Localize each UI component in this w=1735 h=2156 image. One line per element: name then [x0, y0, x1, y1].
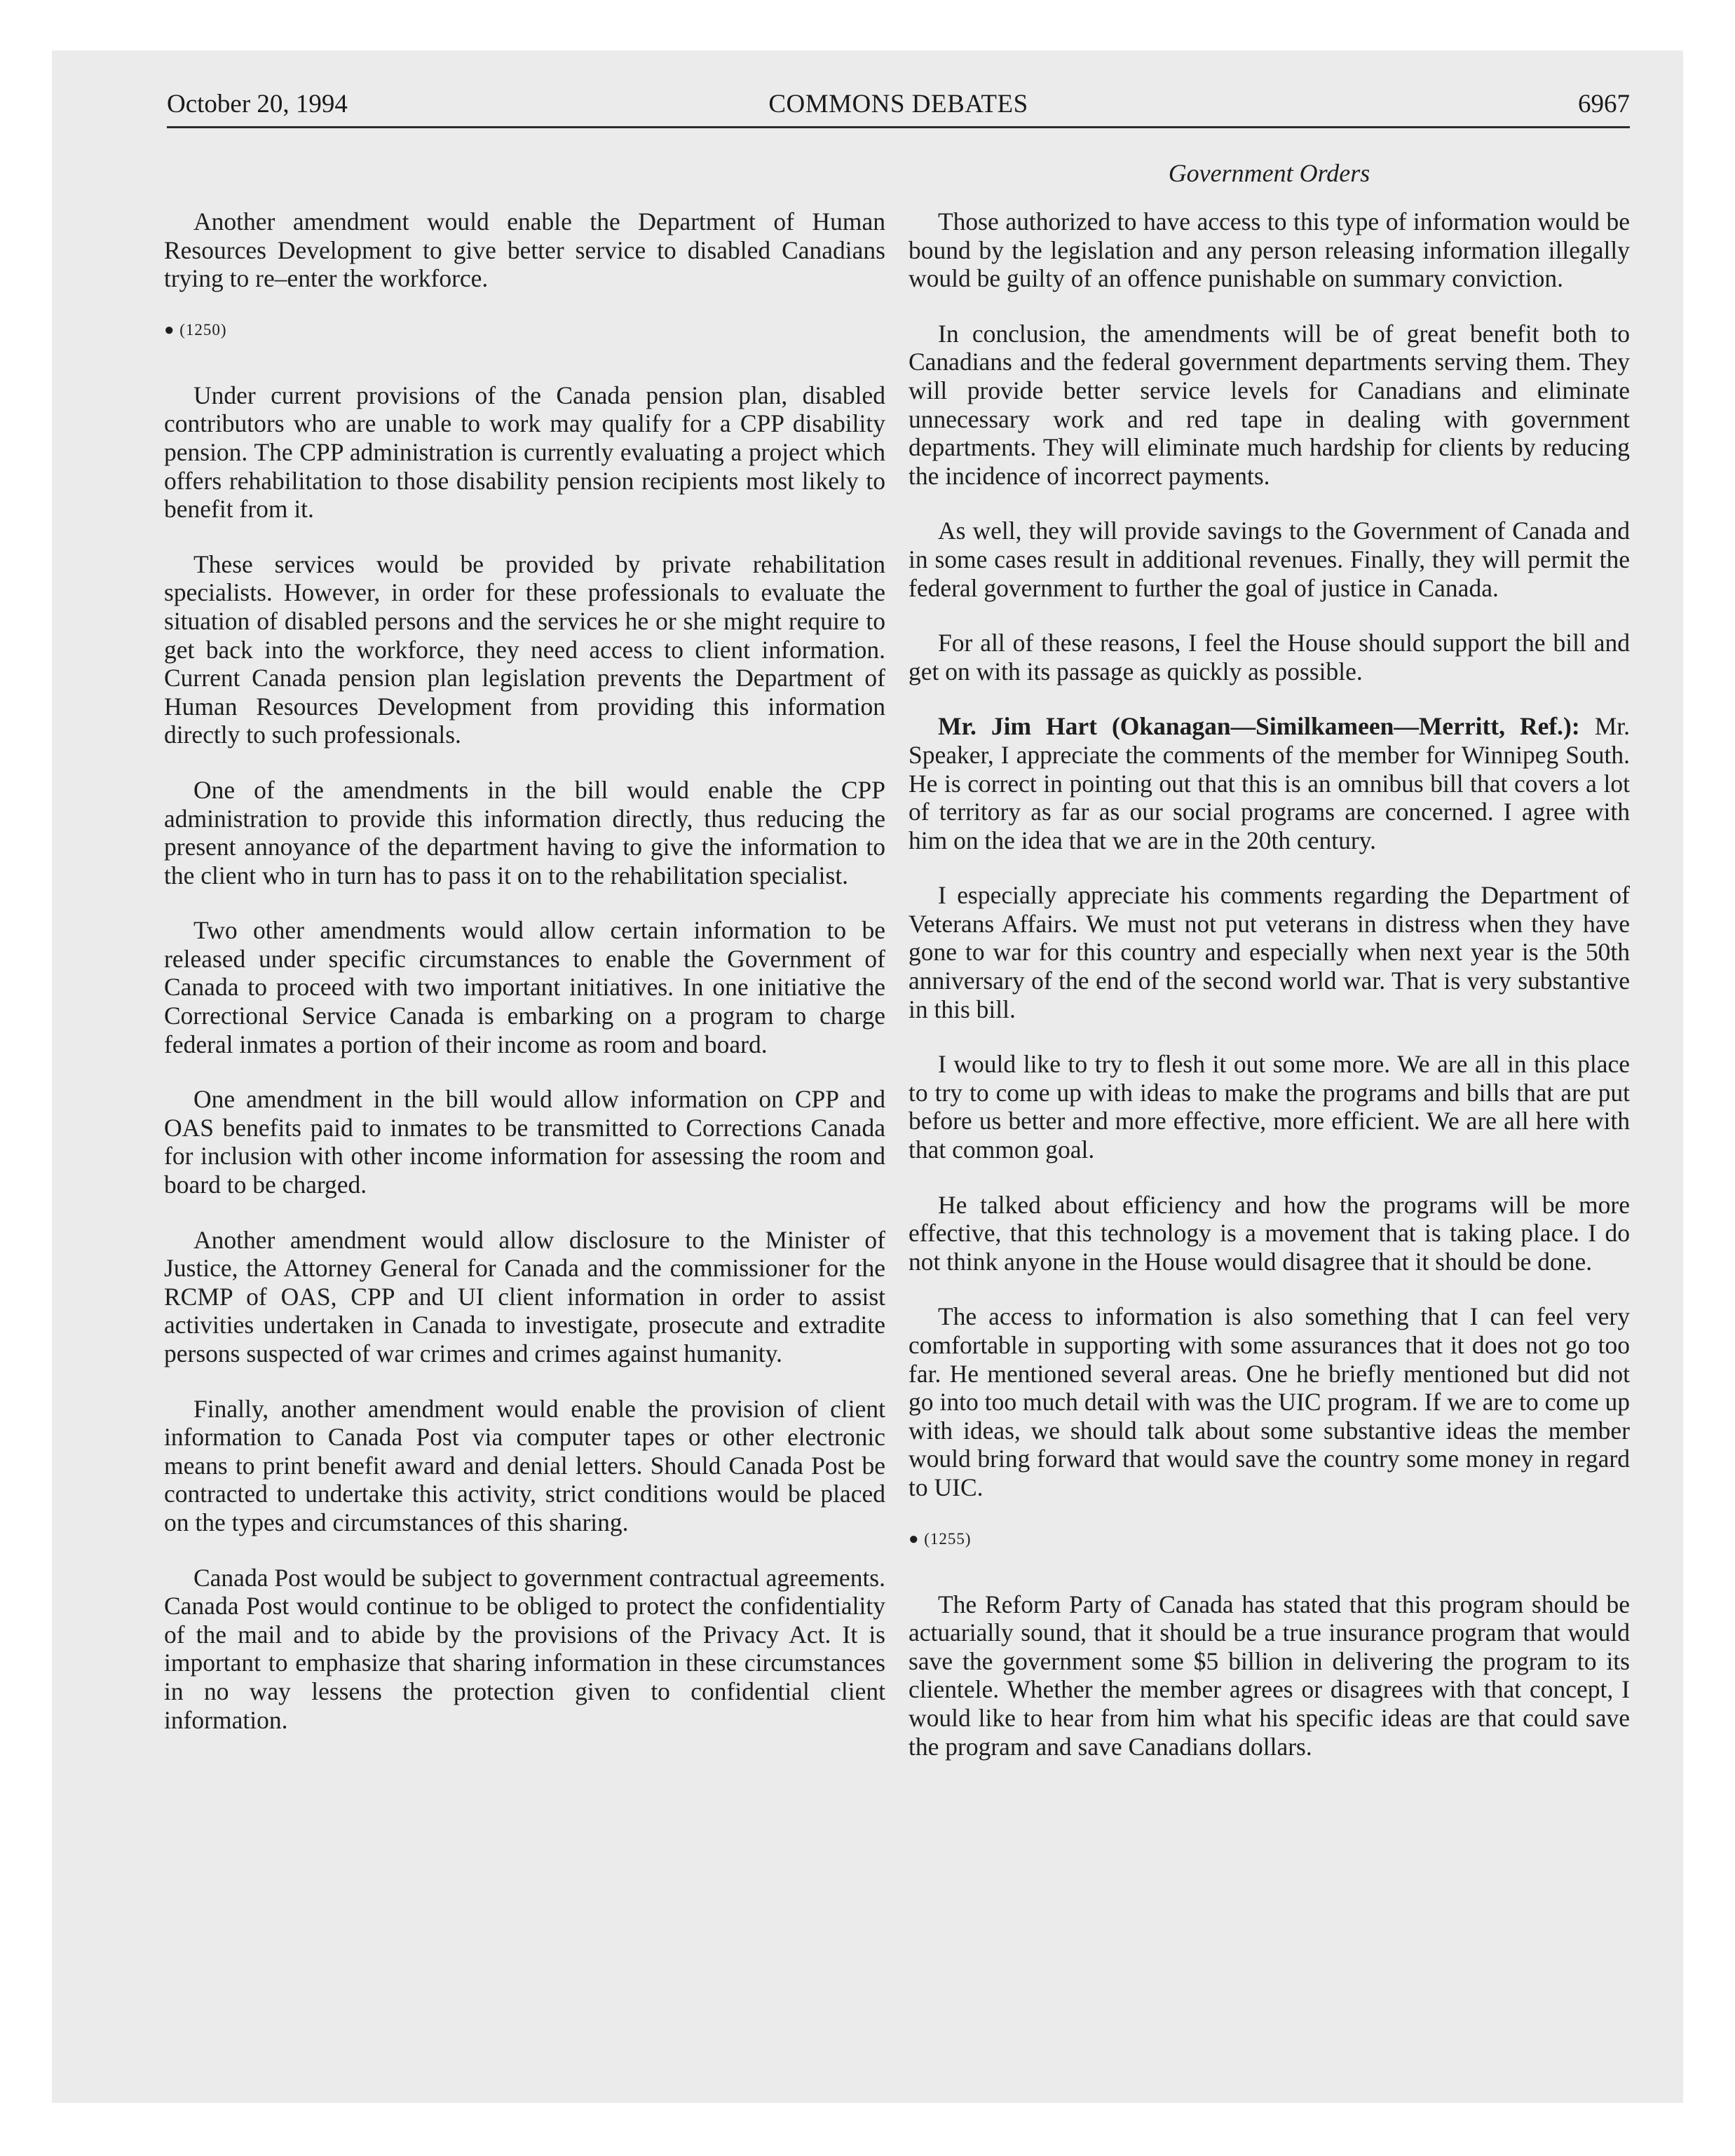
paragraph: Canada Post would be subject to government contractual agreements. Canada Post would continue to be obliged to protect the confidentiality of the mail and to abide by the provisions of the Privacy Act. It is important to emphasize that sharing information in these circumstances in no way lessens the protection given to confidential client information. [164, 1563, 885, 1734]
header-date: October 20, 1994 [167, 90, 348, 118]
paragraph: Those authorized to have access to this type of information would be bound by the legislation and any person releasing information illegally would be guilty of an offence punishable on summary conviction. [909, 207, 1630, 293]
paragraph: I would like to try to flesh it out some more. We are all in this place to try to come up with ideas to make the programs and bills that are put before us better and more effective, more efficient. We are all here with that common goal. [909, 1050, 1630, 1164]
paragraph: These services would be provided by private rehabilitation specialists. However, in order for these professionals to evaluate the situation of disabled persons and the services he or she might require to get back into the workforce, they need access to client information. Current Canada pension plan legislation prevents the Department of Human Resources Development from providing this information directly to such professionals. [164, 550, 885, 749]
page-header [167, 83, 1630, 128]
time-marker-text: (1255) [924, 1529, 972, 1548]
speaker-name: Mr. Jim Hart (Okanagan—Similkameen—Merritt, Ref.): [938, 712, 1580, 741]
paragraph: Under current provisions of the Canada pension plan, disabled contributors who are unable to work may qualify for a CPP disability pension. The CPP administration is currently evaluating a project which offers rehabilitation to those disability pension recipients most likely to benefit from it. [164, 381, 885, 524]
speech-text: Mr. Speaker, I appreciate the comments of the member for Winnipeg South. He is correct in pointing out that this is an omnibus bill that covers a lot of territory as far as our social programs are concerned. I agree with him on the idea that we are in the 20th century. [909, 712, 1630, 854]
section-title: Government Orders [1168, 159, 1370, 187]
speaker-paragraph [909, 712, 1630, 854]
time-marker [164, 320, 885, 341]
paragraph: He talked about efficiency and how the programs will be more effective, that this technology is a movement that is taking place. I do not think anyone in the House would disagree that it should be done. [909, 1190, 1630, 1276]
header-title: COMMONS DEBATES [768, 90, 1028, 118]
paragraph: One amendment in the bill would allow information on CPP and OAS benefits paid to inmates to be transmitted to Corrections Canada for inclusion with other income information for assessing the room and board to be charged. [164, 1085, 885, 1199]
time-marker-text: (1250) [179, 320, 227, 339]
left-column [164, 207, 885, 1761]
paragraph: Another amendment would enable the Department of Human Resources Development to give better service to disabled Canadians trying to re–enter the workforce. [164, 207, 885, 293]
paragraph: In conclusion, the amendments will be of great benefit both to Canadians and the federal government departments serving them. They will provide better service levels for Canadians and eliminate unnecessary work and red tape in dealing with government departments. They will eliminate much hardship for clients by reducing the incidence of incorrect payments. [909, 319, 1630, 490]
paragraph: Another amendment would allow disclosure to the Minister of Justice, the Attorney General for Canada and the commissioner for the RCMP of OAS, CPP and UI client information in order to assist activities undertaken in Canada to investigate, prosecute and extradite persons suspected of war crimes and crimes against humanity. [164, 1225, 885, 1367]
paragraph: Two other amendments would allow certain information to be released under specific circumstances to enable the Government of Canada to proceed with two important initiatives. In one initiative the Correctional Service Canada is embarking on a program to charge federal inmates a portion of their income as room and board. [164, 916, 885, 1058]
header-page-number: 6967 [1578, 90, 1630, 118]
bullet-icon: ● [164, 320, 175, 339]
paragraph: As well, they will provide savings to the Government of Canada and in some cases result in additional revenues. Finally, they will permit the federal government to further the goal of justice in Canada. [909, 517, 1630, 602]
paragraph: One of the amendments in the bill would enable the CPP administration to provide this information directly, thus reducing the present annoyance of the department having to give the information to the client who in turn has to pass it on to the rehabilitation specialist. [164, 775, 885, 889]
time-marker [909, 1529, 1630, 1550]
right-column [909, 207, 1630, 1787]
paragraph: I especially appreciate his comments regarding the Department of Veterans Affairs. We must not put veterans in distress when they have gone to war for this country and especially when next year is the 50th anniversary of the end of the second world war. That is very substantive in this bill. [909, 881, 1630, 1023]
paragraph: For all of these reasons, I feel the House should support the bill and get on with its passage as quickly as possible. [909, 629, 1630, 685]
paragraph: The access to information is also something that I can feel very comfortable in supporting with some assurances that it does not go too far. He mentioned several areas. One he briefly mentioned but did not go into too much detail with was the UIC program. If we are to come up with ideas, we should talk about some substantive ideas the member would bring forward that would save the country some money in regard to UIC. [909, 1302, 1630, 1501]
paragraph: Finally, another amendment would enable the provision of client information to Canada Post via computer tapes or other electronic means to print benefit award and denial letters. Should Canada Post be contracted to undertake this activity, strict conditions would be placed on the types and circumstances of this sharing. [164, 1394, 885, 1536]
bullet-icon: ● [909, 1529, 920, 1548]
paragraph: The Reform Party of Canada has stated that this program should be actuarially sound, that it should be a true insurance program that would save the government some $5 billion in delivering the program to its clientele. Whether the member agrees or disagrees with that concept, I would like to hear from him what his specific ideas are that could save the program and save Canadians dollars. [909, 1590, 1630, 1761]
